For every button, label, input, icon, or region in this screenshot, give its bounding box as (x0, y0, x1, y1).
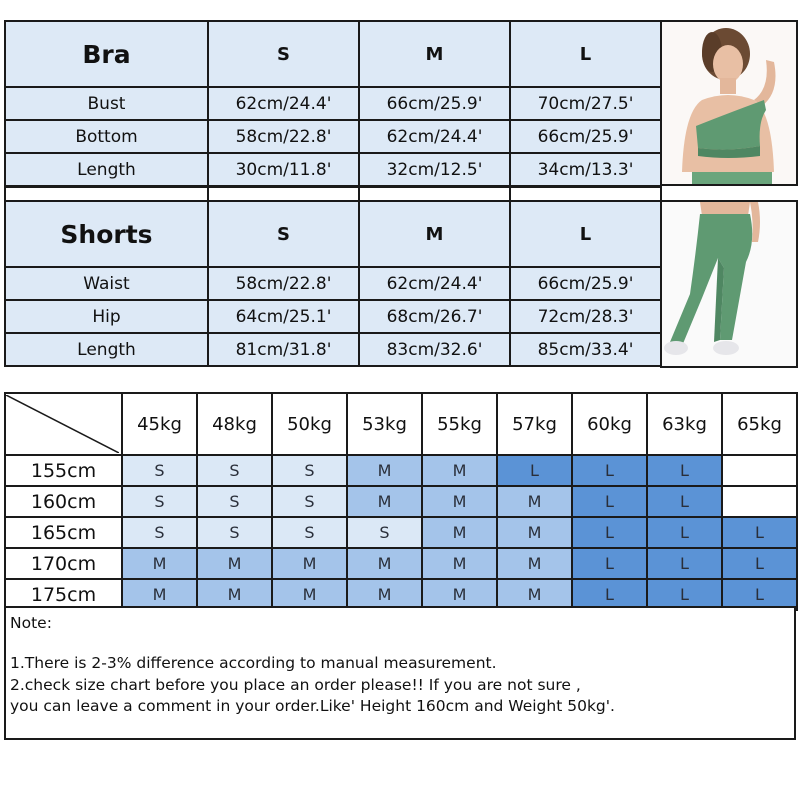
matrix-row (5, 548, 797, 579)
weight-header: 45kg (122, 393, 197, 455)
size-cell: M (497, 548, 572, 579)
table-cell: 32cm/12.5' (359, 153, 510, 186)
size-cell: S (122, 517, 197, 548)
table-cell: 62cm/24.4' (208, 87, 359, 120)
size-cell: M (197, 548, 272, 579)
shorts-size-table (4, 200, 662, 367)
table-cell: 62cm/24.4' (359, 267, 510, 300)
size-cell: S (272, 455, 347, 486)
height-label: 175cm (5, 579, 122, 610)
table-cell: 58cm/22.8' (208, 267, 359, 300)
table-cell: 30cm/11.8' (208, 153, 359, 186)
size-cell: L (647, 486, 722, 517)
size-header-m: M (359, 201, 510, 267)
size-header-s: S (208, 201, 359, 267)
size-cell: L (572, 548, 647, 579)
weight-header: 55kg (422, 393, 497, 455)
table-cell: 62cm/24.4' (359, 120, 510, 153)
leggings-model-photo (660, 200, 798, 368)
size-cell: S (197, 517, 272, 548)
matrix-row (5, 517, 797, 548)
height-weight-size-matrix (4, 392, 798, 611)
size-cell: L (722, 517, 797, 548)
weight-header: 57kg (497, 393, 572, 455)
table-cell: 66cm/25.9' (359, 87, 510, 120)
weight-header: 53kg (347, 393, 422, 455)
weight-header: 60kg (572, 393, 647, 455)
size-cell: L (722, 548, 797, 579)
table-cell: 34cm/13.3' (510, 153, 661, 186)
size-cell: L (572, 517, 647, 548)
matrix-row (5, 455, 797, 486)
height-label: 155cm (5, 455, 122, 486)
size-cell: L (572, 486, 647, 517)
table-cell: 64cm/25.1' (208, 300, 359, 333)
table-cell: 68cm/26.7' (359, 300, 510, 333)
size-header-l: L (510, 21, 661, 87)
size-header-s: S (208, 21, 359, 87)
weight-header: 65kg (722, 393, 797, 455)
size-cell: M (422, 486, 497, 517)
row-label-bust: Bust (5, 87, 208, 120)
size-cell: M (422, 517, 497, 548)
row-label-bottom: Bottom (5, 120, 208, 153)
size-cell: S (122, 486, 197, 517)
size-cell: M (497, 579, 572, 610)
size-cell: L (497, 455, 572, 486)
note-line-1: 1.There is 2-3% difference according to manual measurement. (10, 654, 497, 672)
size-cell: M (347, 455, 422, 486)
size-cell: M (122, 548, 197, 579)
size-cell (722, 455, 797, 486)
size-cell: L (722, 579, 797, 610)
size-cell: S (197, 486, 272, 517)
size-cell: M (422, 579, 497, 610)
size-cell: M (347, 548, 422, 579)
size-cell: M (272, 579, 347, 610)
table-cell: 83cm/32.6' (359, 333, 510, 366)
size-cell: S (272, 486, 347, 517)
height-label: 170cm (5, 548, 122, 579)
size-cell: M (122, 579, 197, 610)
table-cell: 70cm/27.5' (510, 87, 661, 120)
size-cell: M (422, 548, 497, 579)
size-header-l: L (510, 201, 661, 267)
table-cell: 66cm/25.9' (510, 120, 661, 153)
size-cell: M (347, 579, 422, 610)
size-cell (722, 486, 797, 517)
size-cell: S (347, 517, 422, 548)
weight-header: 63kg (647, 393, 722, 455)
table-cell: 81cm/31.8' (208, 333, 359, 366)
size-cell: L (572, 579, 647, 610)
weight-header: 50kg (272, 393, 347, 455)
size-cell: L (647, 548, 722, 579)
size-cell: M (272, 548, 347, 579)
note-line-2: 2.check size chart before you place an order please!! If you are not sure , (10, 676, 581, 694)
shorts-table-title: Shorts (5, 201, 208, 267)
row-label-hip: Hip (5, 300, 208, 333)
table-cell: 66cm/25.9' (510, 267, 661, 300)
bra-size-table (4, 20, 662, 187)
size-cell: M (497, 486, 572, 517)
matrix-row (5, 486, 797, 517)
row-label-waist: Waist (5, 267, 208, 300)
size-cell: S (122, 455, 197, 486)
size-cell: M (422, 455, 497, 486)
size-cell: L (647, 517, 722, 548)
row-label-length: Length (5, 153, 208, 186)
note-title: Note: (10, 614, 52, 632)
table-cell: 58cm/22.8' (208, 120, 359, 153)
weight-header: 48kg (197, 393, 272, 455)
table-cell: 85cm/33.4' (510, 333, 661, 366)
size-cell: M (347, 486, 422, 517)
size-cell: S (272, 517, 347, 548)
diagonal-corner-cell (5, 393, 122, 455)
height-label: 160cm (5, 486, 122, 517)
bra-table-title: Bra (5, 21, 208, 87)
size-header-m: M (359, 21, 510, 87)
size-cell: M (497, 517, 572, 548)
size-cell: M (197, 579, 272, 610)
note-box (4, 606, 796, 740)
row-label-length: Length (5, 333, 208, 366)
note-line-3: you can leave a comment in your order.Like' Height 160cm and Weight 50kg'. (10, 697, 615, 715)
size-cell: L (647, 579, 722, 610)
size-cell: L (572, 455, 647, 486)
bra-model-photo (660, 20, 798, 186)
height-label: 165cm (5, 517, 122, 548)
table-cell: 72cm/28.3' (510, 300, 661, 333)
size-cell: L (647, 455, 722, 486)
size-cell: S (197, 455, 272, 486)
